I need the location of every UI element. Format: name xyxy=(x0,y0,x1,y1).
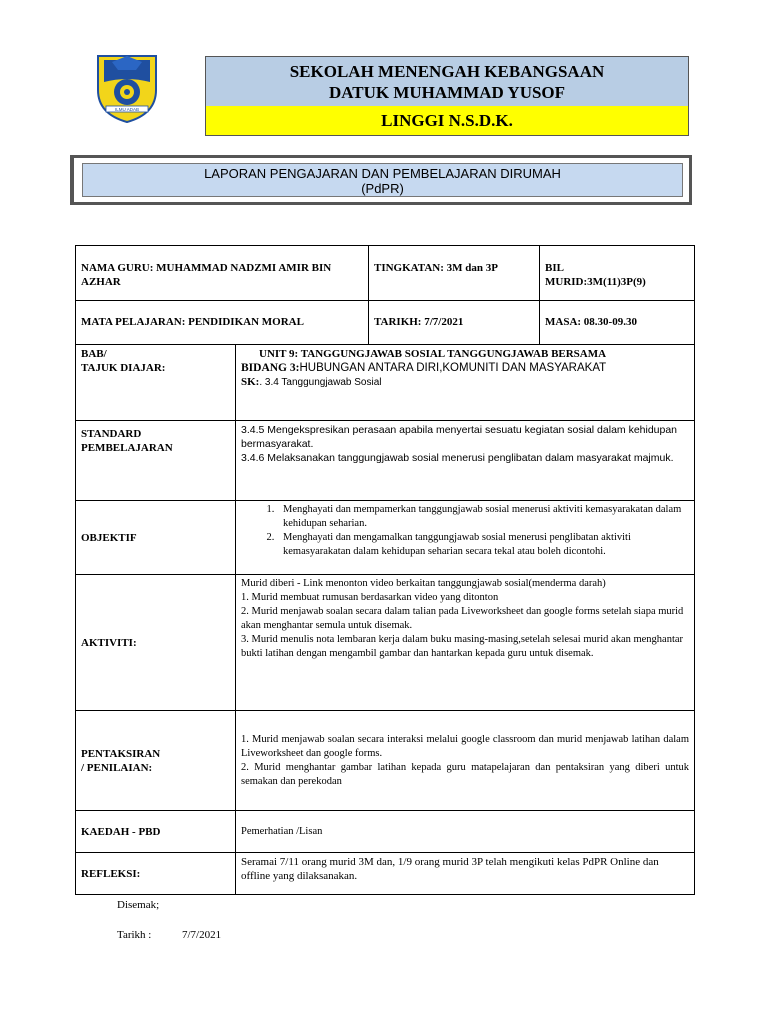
row-kaedah xyxy=(76,811,695,853)
aktiviti-content xyxy=(236,575,695,711)
aktiviti-step-2: 2. Murid menjawab soalan secara dalam talian pada Liveworksheet dan google forms setelah siapa murid akan menghantar semula untuk disemak. xyxy=(241,606,684,631)
info-row-teacher xyxy=(76,246,695,301)
sk-label: SK: xyxy=(241,376,260,388)
aktiviti-label: AKTIVITI: xyxy=(76,575,236,711)
objektif-label: OBJEKTIF xyxy=(76,501,236,575)
refleksi-value: Seramai 7/11 orang murid 3M dan, 1/9 orang murid 3P telah mengikuti kelas PdPR Online dan offline yang dilaksanakan. xyxy=(236,853,695,895)
school-crest-icon xyxy=(92,52,162,126)
bil-label: BIL xyxy=(545,262,564,274)
bab-unit: UNIT 9: TANGGUNGJAWAB SOSIAL TANGGUNGJAWAB BERSAMA xyxy=(259,348,607,360)
pentaksiran-label xyxy=(76,711,236,811)
mata-pelajaran: MATA PELAJARAN: PENDIDIKAN MORAL xyxy=(76,301,369,345)
school-name-line2: DATUK MUHAMMAD YUSOF xyxy=(328,83,566,102)
objektif-list xyxy=(241,503,689,559)
bab-label xyxy=(76,345,236,421)
school-header xyxy=(205,56,689,136)
school-logo xyxy=(92,52,162,126)
standard-label xyxy=(76,421,236,501)
refleksi-label: REFLEKSI: xyxy=(76,853,236,895)
kaedah-label: KAEDAH - PBD xyxy=(76,811,236,853)
footer-disemak: Disemak; xyxy=(117,899,160,911)
info-row-subject xyxy=(76,301,695,345)
school-name-line1: SEKOLAH MENENGAH KEBANGSAAN xyxy=(289,62,605,81)
bidang-label: BIDANG 3: xyxy=(241,362,300,374)
row-aktiviti xyxy=(76,575,695,711)
tarikh: TARIKH: 7/7/2021 xyxy=(369,301,540,345)
tingkatan: TINGKATAN: 3M dan 3P xyxy=(369,246,540,301)
footer-tarikh-label: Tarikh : xyxy=(117,929,152,941)
school-location: LINGGI N.S.D.K. xyxy=(206,106,688,135)
pentaksiran-content xyxy=(236,711,695,811)
pentaksiran-label-line1: PENTAKSIRAN xyxy=(81,747,161,760)
bab-label-line2: TAJUK DIAJAR: xyxy=(81,362,166,374)
objektif-item-1: 1. Menghayati dan mempamerkan tanggungjawab sosial menerusi aktiviti kemasyarakatan dalam kehidupan seharian. xyxy=(277,503,689,531)
standard-label-line1: STANDARD xyxy=(81,428,142,440)
row-bab xyxy=(76,345,695,421)
masa: MASA: 08.30-09.30 xyxy=(540,301,695,345)
logo-motto: ILMU ADAB xyxy=(114,107,140,112)
aktiviti-step-1: 1. Murid membuat rumusan berdasarkan video yang ditonton xyxy=(241,592,499,603)
sk-text: . 3.4 Tanggungjawab Sosial xyxy=(259,377,382,388)
report-table xyxy=(75,245,695,895)
objektif-item-2: 2. Menghayati dan mengamalkan tanggungjawab sosial menerusi penglibatan aktiviti kemasyarakatan dalam kehidupan seharian secara tekal atau boleh dicontohi. xyxy=(277,531,689,559)
footer-tarikh-value: 7/7/2021 xyxy=(182,929,222,941)
bidang-text: HUBUNGAN ANTARA DIRI,KOMUNITI DAN MASYARAKAT xyxy=(299,362,607,374)
bil-murid xyxy=(540,246,695,301)
report-title-inner xyxy=(82,163,683,197)
row-pentaksiran xyxy=(76,711,695,811)
row-standard xyxy=(76,421,695,501)
row-refleksi xyxy=(76,853,695,895)
bil-value: MURID:3M(11)3P(9) xyxy=(545,276,646,288)
standard-item-2: 3.4.6 Melaksanakan tanggungjawab sosial menerusi penglibatan dalam masyarakat majmuk. xyxy=(241,452,674,464)
school-header-name xyxy=(206,57,688,106)
report-subtitle: (PdPR) xyxy=(361,181,404,196)
teacher-name: NAMA GURU: MUHAMMAD NADZMI AMIR BIN AZHAR xyxy=(76,246,369,301)
aktiviti-step-3: 3. Murid menulis nota lembaran kerja dalam buku masing-masing,setelah selesai murid akan menghantar bukti latihan dengan mengambil gambar dan hantarkan kepada guru untuk disemak. xyxy=(241,634,684,659)
objektif-content xyxy=(236,501,695,575)
report-title: LAPORAN PENGAJARAN DAN PEMBELAJARAN DIRUMAH xyxy=(204,166,561,181)
pentaksiran-item-1: 1. Murid menjawab soalan secara interaksi melalui google classroom dan murid menjawab latihan dalam Liveworksheet dan google forms. xyxy=(241,733,689,759)
report-title-box xyxy=(70,155,692,205)
aktiviti-intro: Murid diberi - Link menonton video berkaitan tanggungjawab sosial(menderma darah) xyxy=(241,578,606,589)
bab-label-line1: BAB/ xyxy=(81,348,107,360)
standard-item-1: 3.4.5 Mengekspresikan perasaan apabila menyertai sesuatu kegiatan sosial dalam kehidupan bermasyarakat. xyxy=(241,424,678,450)
bab-content xyxy=(236,345,695,421)
standard-label-line2: PEMBELAJARAN xyxy=(81,442,173,454)
row-objektif xyxy=(76,501,695,575)
pentaksiran-item-2: 2. Murid menghantar gambar latihan kepada guru matapelajaran dan pentaksiran yang diberi untuk semakan dan perekodan xyxy=(241,761,689,787)
pentaksiran-label-line2: / PENILAIAN: xyxy=(81,761,153,774)
kaedah-value: Pemerhatian /Lisan xyxy=(236,811,695,853)
standard-content xyxy=(236,421,695,501)
